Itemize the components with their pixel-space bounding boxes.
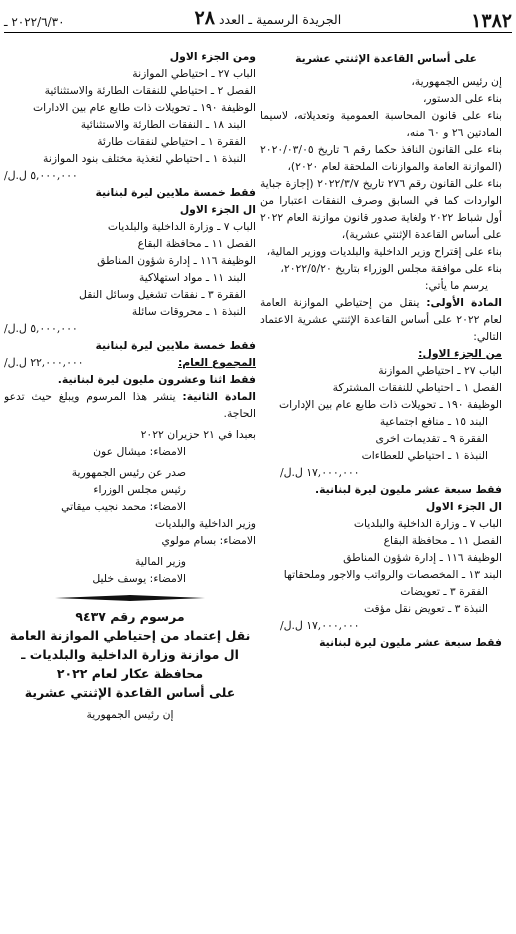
budget-line: البند ١٥ ـ منافع اجتماعية bbox=[379, 415, 488, 428]
amount-in-words: فقط خمسة ملايين ليرة لبنانية bbox=[95, 186, 256, 199]
page-number: ١٣٨٢ bbox=[471, 10, 512, 32]
decree-title-line: على أساس القاعدة الإثنتي عشرية bbox=[24, 685, 236, 700]
decree-title-line: ال موازنة وزارة الداخلية والبلديات ـ bbox=[21, 647, 239, 662]
preamble-line: بناء على القانون النافذ حكما رقم ٦ تاريخ ٢٠٢٠/٠٣/٠٥ (الموازنة العامة والموازنات الملحقة لعام ٢٠٢٠)، bbox=[260, 143, 502, 173]
budget-line: البند ١١ ـ مواد استهلاكية bbox=[138, 271, 246, 284]
preamble-line: بناء على الدستور، bbox=[422, 92, 502, 105]
budget-line: الفقرة ٣ ـ تعويضات bbox=[400, 585, 488, 598]
preamble-line: إن رئيس الجمهورية، bbox=[411, 75, 502, 88]
section-heading: ال الجزء الاول bbox=[425, 500, 502, 513]
amount: ١٧,٠٠٠,٠٠٠ ل.ل/ bbox=[280, 619, 360, 632]
budget-line: الباب ٢٧ ـ احتياطي الموازنة bbox=[132, 67, 256, 80]
article-two-label: المادة الثانية: bbox=[182, 390, 256, 403]
article-one bbox=[260, 294, 512, 345]
signature-line: الامضاء: بسام مولوي bbox=[161, 534, 256, 547]
budget-line: الفصل ١١ ـ محافظة البقاع bbox=[383, 534, 502, 547]
budget-line: الفصل ٢ ـ احتياطي للنفقات الطارئة والاستثنائية bbox=[44, 84, 256, 97]
section-heading: ال الجزء الاول bbox=[179, 203, 256, 216]
decorative-divider bbox=[55, 595, 205, 601]
issue-number: ٢٨ bbox=[194, 7, 215, 29]
budget-line: الباب ٧ ـ وزارة الداخلية والبلديات bbox=[107, 220, 256, 233]
decrees-line: يرسم ما يأتي: bbox=[424, 279, 488, 292]
budget-line: الوظيفة ١٩٠ ـ تحويلات ذات طابع عام بين الإدارات bbox=[278, 398, 502, 411]
budget-line: الفصل ١ ـ احتياطي للنفقات المشتركة bbox=[332, 381, 502, 394]
decree-subtitle: على أساس القاعدة الإثنتي عشرية bbox=[295, 52, 477, 65]
budget-line: الباب ٢٧ ـ احتياطي الموازنة bbox=[378, 364, 502, 377]
preamble-line: بناء على القانون رقم ٢٧٦ تاريخ ٢٠٢٢/٣/٧ (إجازة جباية الواردات كما في السابق وصرف النفقات اعتبارا من أول شباط ٢٠٢٢ ولغاية صدور قانون موازنة العام ٢٠٢٢ على أساس القاعدة الإثنتي عشرية)، bbox=[260, 177, 502, 241]
article-one-text: ينقل من إحتياطي الموازنة العامة لعام ٢٠٢٢ على أساس القاعدة الإثنتي عشرية الاعتماد التالي: bbox=[260, 296, 502, 343]
total-in-words: فقط اثنا وعشرون مليون ليرة لبنانية. bbox=[57, 373, 256, 386]
budget-line: النبذة ٣ ـ تعويض نقل مؤقت bbox=[363, 602, 488, 615]
section-heading: من الجزء الاول: bbox=[418, 347, 502, 360]
amount-in-words: فقط خمسة ملايين ليرة لبنانية bbox=[95, 339, 256, 352]
signature-line: وزير الداخلية والبلديات bbox=[155, 517, 256, 530]
amount: ٥,٠٠٠,٠٠٠ ل.ل/ bbox=[4, 169, 78, 182]
amount: ٥,٠٠٠,٠٠٠ ل.ل/ bbox=[4, 322, 78, 335]
budget-line: البند ١٣ ـ المخصصات والرواتب والاجور وملحقاتها bbox=[283, 568, 502, 581]
budget-line: النبذة ١ ـ محروقات سائلة bbox=[131, 305, 246, 318]
preamble-line: بناء على قانون المحاسبة العمومية وتعديلاته، لاسيما المادتين ٢٦ و ٦٠ منه، bbox=[260, 109, 502, 139]
amount-in-words: فقط سبعة عشر مليون ليرة لبنانية. bbox=[314, 483, 502, 496]
budget-line: الفقرة ٩ ـ تقديمات اخرى bbox=[375, 432, 488, 445]
signing-place-date: بعبدا في ٢١ حزيران ٢٠٢٢ bbox=[140, 428, 256, 441]
left-column bbox=[4, 36, 256, 723]
preamble-line: إن رئيس الجمهورية bbox=[86, 708, 174, 721]
amount: ١٧,٠٠٠,٠٠٠ ل.ل/ bbox=[280, 466, 360, 479]
budget-line: الفقرة ٣ ـ نفقات تشغيل وسائل النقل bbox=[79, 288, 246, 301]
budget-line: الفقرة ١ ـ احتياطي لنفقات طارئة bbox=[97, 135, 246, 148]
section-heading: ومن الجزء الاول bbox=[169, 50, 256, 63]
signature-line: صدر عن رئيس الجمهورية bbox=[71, 466, 186, 479]
article-two bbox=[4, 388, 256, 422]
article-one-label: المادة الأولى: bbox=[426, 296, 502, 309]
decree-number: مرسوم رقم ٩٤٣٧ bbox=[75, 609, 185, 624]
grand-total-label: المجموع العام: bbox=[177, 356, 256, 369]
budget-line: البند ١٨ ـ النفقات الطارئة والاستثنائية bbox=[80, 118, 246, 131]
budget-line: الباب ٧ ـ وزارة الداخلية والبلديات bbox=[353, 517, 502, 530]
preamble-line: بناء على إقتراح وزير الداخلية والبلديات ووزير المالية، bbox=[266, 245, 502, 258]
signature-line: الامضاء: ميشال عون bbox=[93, 445, 186, 458]
grand-total-amount: ٢٢,٠٠٠,٠٠٠ ل.ل/ bbox=[4, 356, 84, 369]
budget-line: النبذة ١ ـ احتياطي لتغذية مختلف بنود الموازنة bbox=[43, 152, 246, 165]
article-two-text: ينشر هذا المرسوم ويبلغ حيث تدعو الحاجة. bbox=[4, 390, 256, 420]
grand-total bbox=[4, 354, 256, 371]
decree-title-line: نقل إعتماد من إحتياطي الموازنة العامة bbox=[9, 628, 251, 643]
signature-line: رئيس مجلس الوزراء bbox=[93, 483, 186, 496]
right-column bbox=[260, 36, 512, 651]
page-header bbox=[4, 6, 512, 33]
amount-in-words: فقط سبعة عشر مليون ليرة لبنانية bbox=[319, 636, 502, 649]
signature-line: الامضاء: يوسف خليل bbox=[92, 572, 186, 585]
decree-title-line: محافظة عكار لعام ٢٠٢٢ bbox=[56, 666, 204, 681]
issue-date: ٢٠٢٢/٦/٣٠ ـ bbox=[4, 15, 65, 29]
budget-line: الفصل ١١ ـ محافظة البقاع bbox=[137, 237, 256, 250]
preamble-line: بناء على موافقة مجلس الوزراء بتاريخ ٢٠٢٢/٥/٢٠، bbox=[280, 262, 502, 275]
budget-line: الوظيفة ١٩٠ ـ تحويلات ذات طابع عام بين الادارات bbox=[32, 101, 256, 114]
gazette-name: الجريدة الرسمية ـ العدد bbox=[218, 12, 342, 27]
budget-line: الوظيفة ١١٦ ـ إدارة شؤون المناطق bbox=[343, 551, 502, 564]
signature-line: الامضاء: محمد نجيب ميقاتي bbox=[61, 500, 186, 513]
budget-line: النبذة ١ ـ احتياطي للعطاءات bbox=[361, 449, 488, 462]
signature-line: وزير المالية bbox=[135, 555, 186, 568]
gazette-title bbox=[195, 7, 342, 32]
budget-line: الوظيفة ١١٦ ـ إدارة شؤون المناطق bbox=[97, 254, 256, 267]
